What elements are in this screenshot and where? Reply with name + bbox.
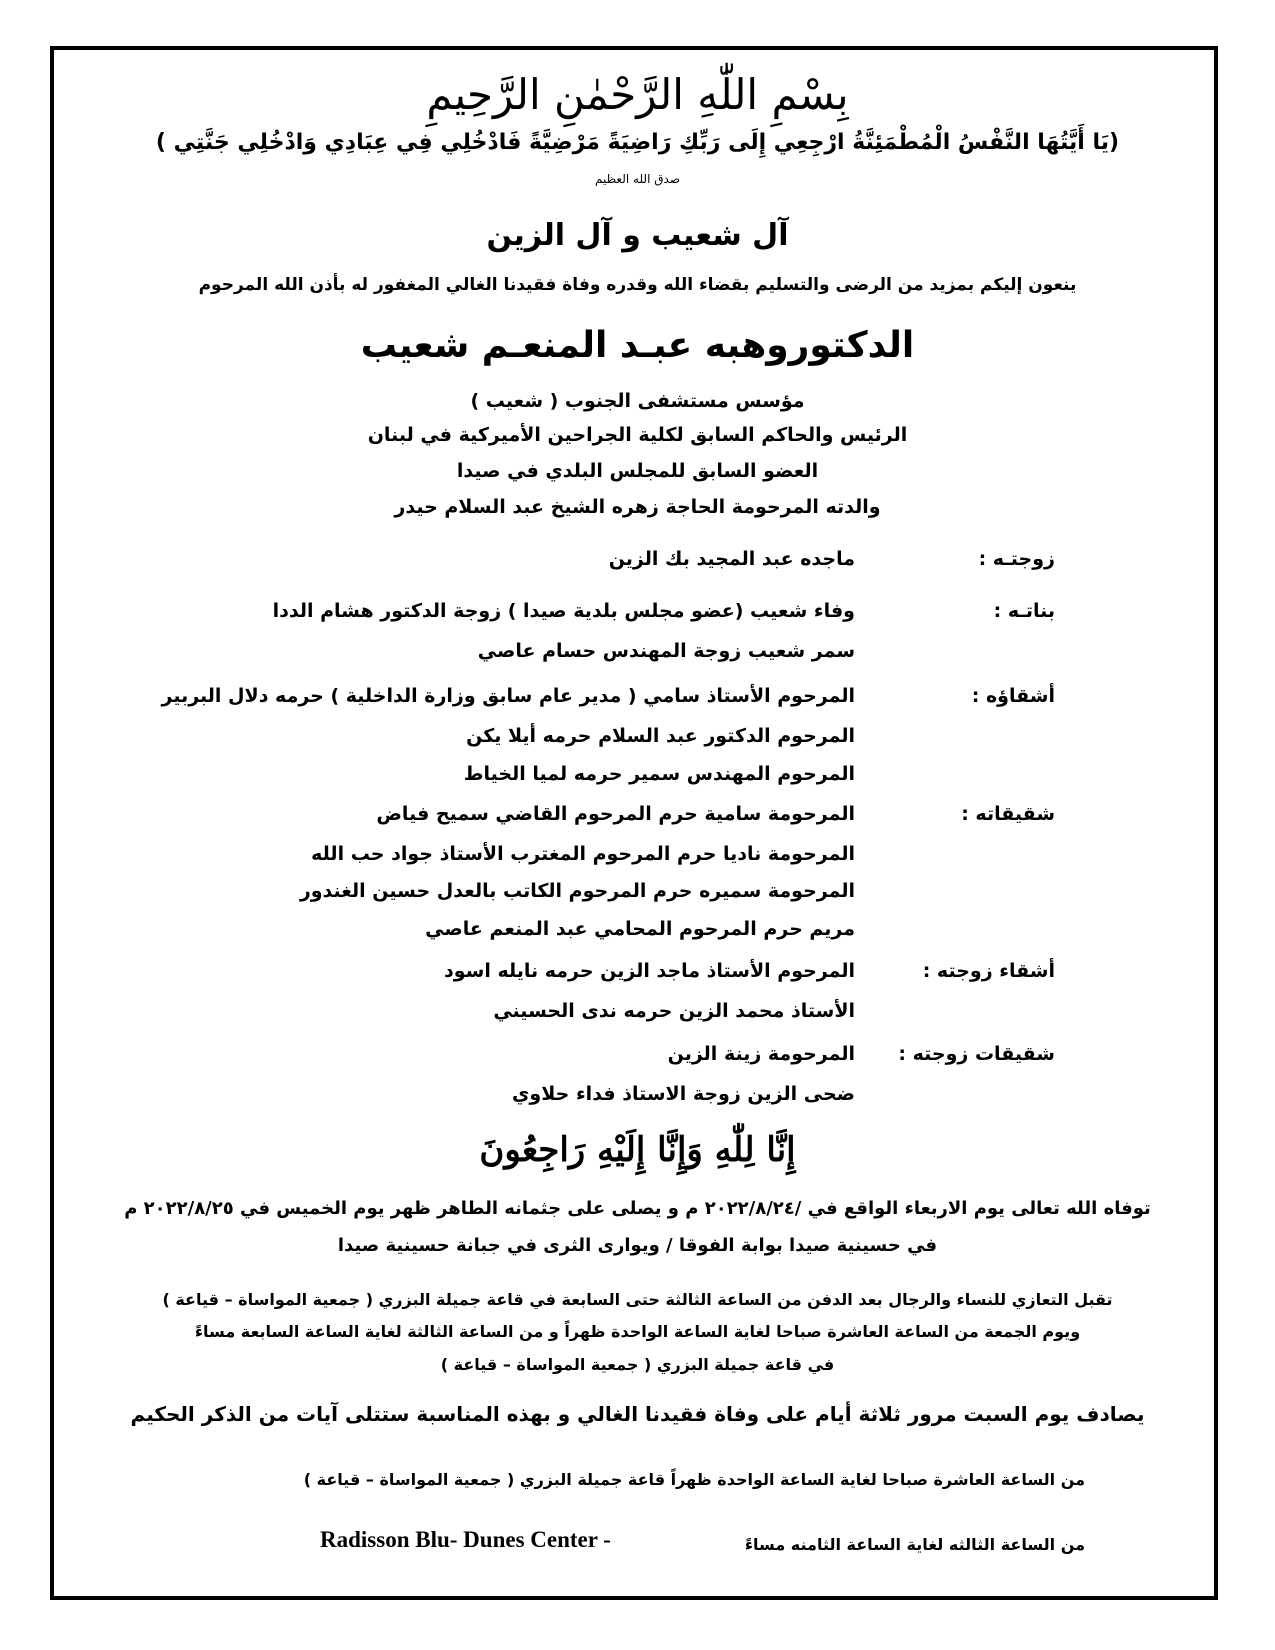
third-day-notice: يصادف يوم السبت مرور ثلاثة أيام على وفاة فقيدنا الغالي و بهذه المناسبة ستتلى آيات من الذكر الحكيم (130, 1402, 1145, 1426)
title-founder: مؤسس مستشفى الجنوب ( شعيب ) (470, 390, 805, 412)
sister-line: المرحومة سامية حرم المرحوم القاضي سميح فياض (376, 803, 855, 825)
wife-label: زوجتـه : (978, 548, 1055, 570)
third-day-time-evening: من الساعة الثالثه لغاية الساعة الثامنه مساءً (744, 1535, 1085, 1554)
condolence-line: في قاعة جميلة البزري ( جمعية المواساة – قياعة ) (440, 1355, 835, 1374)
wife-sisters-label: شقيقات زوجته : (898, 1043, 1055, 1065)
funeral-line: في حسينية صيدا بوابة الفوقا / ويوارى الثرى في جبانة حسينية صيدا (337, 1235, 938, 1256)
wife-brother-line: المرحوم الأستاذ ماجد الزين حرمه نايله اسود (443, 960, 855, 982)
brother-line: المرحوم المهندس سمير حرمه لميا الخياط (463, 763, 855, 785)
family-names-heading: آل شعيب و آل الزين (486, 218, 789, 253)
condolence-line: تقبل التعازي للنساء والرجال بعد الدفن من الساعة الثالثة حتى السابعة في قاعة جميلة البزري ( جمعية المواساة – قياعة ) (162, 1290, 1113, 1309)
sister-line: المرحومة ناديا حرم المرحوم المغترب الأستاذ جواد حب الله (311, 843, 855, 865)
third-day-time-morning: من الساعة العاشرة صباحا لغاية الساعة الواحدة ظهراً قاعة جميلة البزري ( جمعية المواساة – قياعة ) (303, 1470, 1085, 1489)
wife-sister-line: المرحومة زينة الزين (667, 1043, 855, 1065)
wife-brothers-label: أشقاء زوجته : (922, 960, 1055, 982)
sisters-label: شقيقاته : (961, 803, 1055, 825)
sister-line: المرحومة سميره حرم المرحوم الكاتب بالعدل حسين الغندور (299, 880, 855, 902)
quran-verse: (يَا أَيَّتُهَا النَّفْسُ الْمُطْمَئِنَّةُ ارْجِعِي إِلَى رَبِّكِ رَاضِيَةً مَرْضِيَّةً فَادْخُلِي فِي عِبَادِي وَادْخُلِي جَنَّتِي ) (155, 130, 1120, 155)
inna-lillah-calligraphy: إِنَّا لِلّٰهِ وَإِنَّا إِلَيْهِ رَاجِعُونَ (479, 1130, 796, 1170)
daughter-line: سمر شعيب زوجة المهندس حسام عاصي (477, 640, 855, 662)
sister-line: مريم حرم المرحوم المحامي عبد المنعم عاصي (425, 918, 855, 940)
brothers-label: أشقاؤه : (971, 685, 1055, 707)
brother-line: المرحوم الأستاذ سامي ( مدير عام سابق وزارة الداخلية ) حرمه دلال البربير (161, 685, 855, 707)
condolence-line: ويوم الجمعة من الساعة العاشرة صباحا لغاية الساعة الواحدة ظهراً و من الساعة الثالثة لغاية الساعة السابعة مساءً (194, 1322, 1081, 1341)
daughter-line: وفاء شعيب (عضو مجلس بلدية صيدا ) زوجة الدكتور هشام الددا (272, 600, 855, 622)
wife-brother-line: الأستاذ محمد الزين حرمه ندى الحسيني (493, 1000, 855, 1022)
title-president: الرئيس والحاكم السابق لكلية الجراحين الأميركية في لبنان (367, 424, 908, 446)
brother-line: المرحوم الدكتور عبد السلام حرمه أيلا يكن (466, 725, 855, 747)
basmala-calligraphy: بِسْمِ اللّٰهِ الرَّحْمٰنِ الرَّحِيمِ (426, 70, 849, 119)
wife-sister-line: ضحى الزين زوجة الاستاذ فداء حلاوي (512, 1083, 855, 1105)
title-mother: والدته المرحومة الحاجة زهره الشيخ عبد السلام حيدر (394, 496, 881, 518)
wife-name: ماجده عبد المجيد بك الزين (608, 548, 855, 570)
daughters-label: بناتـه : (993, 600, 1055, 622)
announcement-line: ينعون إليكم بمزيد من الرضى والتسليم بقضاء الله وقدره وفاة فقيدنا الغالي المغفور له بأذن الله المرحوم (198, 275, 1077, 295)
verse-attribution: صدق الله العظيم (594, 172, 681, 186)
title-council-member: العضو السابق للمجلس البلدي في صيدا (456, 460, 819, 482)
funeral-line: توفاه الله تعالى يوم الاربعاء الواقع في /٢٠٢٢/٨/٢٤ م و يصلى على جثمانه الطاهر ظهر يوم الخميس في ٢٠٢٢/٨/٢٥ م (124, 1198, 1151, 1219)
deceased-name: الدكتوروهبه عبـد المنعـم شعيب (360, 325, 915, 366)
venue-english: Radisson Blu- Dunes Center - (320, 1527, 611, 1552)
